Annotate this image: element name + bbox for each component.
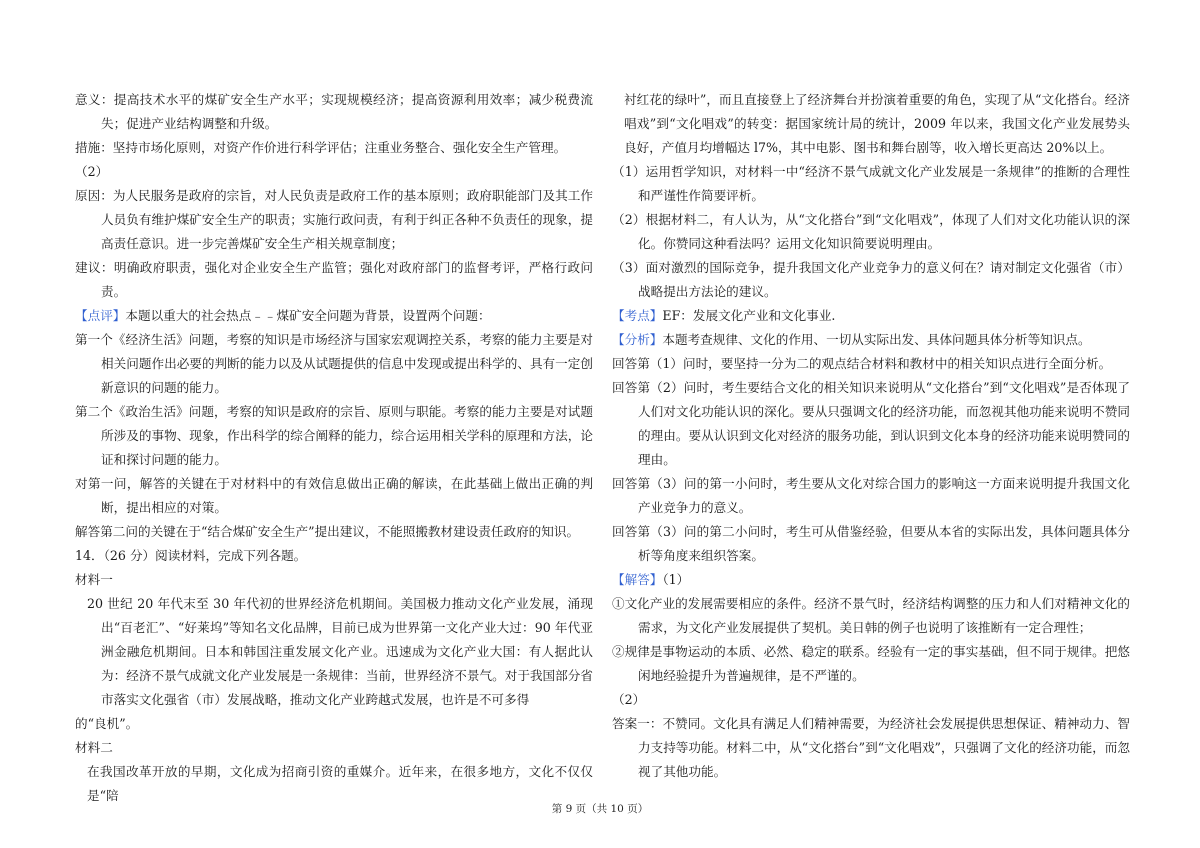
paragraph-text: 20 世纪 20 年代末至 30 年代初的世界经济危机期间。美国极力推动文化产业发展，涌现出“百老汇”、“好莱坞”等知名文化品牌，目前已成为世界第一文化产业大过：90 年代亚洲金融危机期间。日本和韩国注重发展文化产业。迅速成为文化产业大国：有人据此认为：经济不景气成就文化产业发展是一条规律：当前，世界经济不景气。对于我国部分省市落实文化强省（市）发展战略，推动文化产业跨越式发展，也许是不可多得 (87, 596, 593, 707)
paragraph-text: EF：发展文化产业和文化事业. (662, 308, 836, 323)
paragraph (75, 184, 593, 256)
paragraph (75, 712, 593, 736)
section-tag: 【考点】 (612, 308, 663, 323)
paragraph (612, 640, 1130, 688)
paragraph (75, 544, 593, 568)
paragraph-text: 回答第（2）问时，考生要结合文化的相关知识来说明从“文化搭台”到“文化唱戏”是否体现了人们对文化功能认识的深化。要从只强调文化的经济功能，而忽视其他功能来说明不赞同的理由。要从认识到文化对经济的服务功能，到认识到文化本身的经济功能来说明赞同的理由。 (612, 380, 1130, 467)
paragraph-text: （2） (612, 692, 646, 707)
paragraph (612, 328, 1130, 352)
paragraph-text: 第二个《政治生活》问题，考察的知识是政府的宗旨、原则与职能。考察的能力主要是对试题所涉及的事物、现象，作出科学的综合阐释的能力，综合运用相关学科的原理和方法，论证和探讨问题的能力。 (75, 404, 593, 467)
paragraph (75, 160, 593, 184)
paragraph-text: 答案一：不赞同。文化具有满足人们精神需要，为经济社会发展提供思想保证、精神动力、智力支持等功能。材料二中，从“文化搭台”到“文化唱戏”，只强调了文化的经济功能，而忽视了其他功能。 (612, 716, 1130, 779)
paragraph-text: ①文化产业的发展需要相应的条件。经济不景气时，经济结构调整的压力和人们对精神文化的需求，为文化产业发展提供了契机。美日韩的例子也说明了该推断有一定合理性； (612, 596, 1130, 635)
paragraph (612, 304, 1130, 328)
paragraph-text: 材料一 (75, 572, 113, 587)
paragraph-text: 建议：明确政府职责，强化对企业安全生产监管；强化对政府部门的监督考评，严格行政问责。 (75, 260, 593, 299)
paragraph (612, 712, 1130, 784)
paragraph (75, 520, 593, 544)
paragraph-text: 回答第（3）问的第一小问时，考生要从文化对综合国力的影响这一方面来说明提升我国文化产业竞争力的意义。 (612, 476, 1130, 515)
paragraph (612, 568, 1130, 592)
paragraph-text: 解答第二问的关键在于“结合煤矿安全生产”提出建议，不能照搬教材建设责任政府的知识。 (75, 524, 580, 539)
paragraph (612, 256, 1130, 304)
paragraph-text: 回答第（3）问的第二小问时，考生可从借鉴经验，但要从本省的实际出发，具体问题具体分析等角度来组织答案。 (612, 524, 1130, 563)
paragraph (612, 160, 1130, 208)
paragraph (75, 736, 593, 760)
paragraph-text: （1） (662, 572, 690, 587)
paragraph-text: 原因：为人民服务是政府的宗旨，对人民负责是政府工作的基本原则；政府职能部门及其工作人员负有维护煤矿安全生产的职责；实施行政问责，有利于纠正各种不负责任的现象，提高责任意识。进一步完善煤矿安全生产相关规章制度； (75, 188, 593, 251)
paragraph-text: 材料二 (75, 740, 113, 755)
paragraph (612, 208, 1130, 256)
paragraph-text: 对第一问，解答的关键在于对材料中的有效信息做出正确的解读，在此基础上做出正确的判断，提出相应的对策。 (75, 476, 593, 515)
section-tag: 【解答】 (612, 572, 663, 587)
paragraph-text: （3）面对激烈的国际竞争，提升我国文化产业竞争力的意义何在？请对制定文化强省（市）战略提出方法论的建议。 (612, 260, 1130, 299)
paragraph (612, 472, 1130, 520)
paragraph (612, 352, 1130, 376)
paragraph (612, 592, 1130, 640)
paragraph-text: 第一个《经济生活》问题，考察的知识是市场经济与国家宏观调控关系，考察的能力主要是对相关问题作出必要的判断的能力以及从试题提供的信息中发现或提出科学的、具有一定创新意识的问题的能力。 (75, 332, 593, 395)
paragraph (75, 304, 593, 328)
paragraph (75, 88, 593, 136)
paragraph (612, 88, 1130, 160)
paragraph-text: 的“良机”。 (75, 716, 139, 731)
paragraph-text: （2） (75, 164, 109, 179)
paragraph (612, 688, 1130, 712)
paragraph-text: 衬红花的绿叶”，而且直接登上了经济舞台并扮演着重要的角色，实现了从“文化搭台。经济唱戏”到“文化唱戏”的转变：据国家统计局的统计，2009 年以来，我国文化产业发展势头良好，产值月均增幅达 l7%，其中电影、图书和舞台剧等，收入增长更高达 20%以上。 (624, 92, 1130, 155)
left-column (75, 88, 593, 808)
paragraph-text: 在我国改革开放的早期，文化成为招商引资的重媒介。近年来，在很多地方，文化不仅仅是“陪 (87, 764, 593, 803)
paragraph-text: 本题以重大的社会热点﹣﹣煤矿安全问题为背景，设置两个问题： (125, 308, 491, 323)
paragraph-text: （2）根据材料二，有人认为，从“文化搭台”到“文化唱戏”，体现了人们对文化功能认识的深化。你赞同这种看法吗？运用文化知识简要说明理由。 (612, 212, 1130, 251)
paragraph (612, 520, 1130, 568)
paragraph (75, 568, 593, 592)
right-column (612, 88, 1130, 784)
paragraph-text: 意义：提高技术水平的煤矿安全生产水平；实现规模经济；提高资源利用效率；减少税费流失；促进产业结构调整和升级。 (75, 92, 593, 131)
paragraph (75, 328, 593, 400)
section-tag: 【点评】 (75, 308, 126, 323)
paragraph-text: 本题考查规律、文化的作用、一切从实际出发、具体问题具体分析等知识点。 (662, 332, 1091, 347)
paragraph (75, 472, 593, 520)
paragraph-text: 措施：坚持市场化原则，对资产作价进行科学评估；注重业务整合、强化安全生产管理。 (75, 140, 567, 155)
paragraph (75, 592, 593, 712)
paragraph-text: ②规律是事物运动的本质、必然、稳定的联系。经验有一定的事实基础，但不同于规律。把悠闲地经验提升为普遍规律，是不严谨的。 (612, 644, 1130, 683)
paragraph-text: （1）运用哲学知识，对材料一中“经济不景气成就文化产业发展是一条规律”的推断的合理性和严谨性作简要评析。 (612, 164, 1130, 203)
paragraph (75, 136, 593, 160)
paragraph (75, 256, 593, 304)
page-footer: 第 9 页（共 10 页） (551, 803, 649, 815)
paragraph-text: 14．（26 分）阅读材料，完成下列各题。 (75, 548, 307, 563)
paragraph-text: 回答第（1）问时，要坚持一分为二的观点结合材料和教材中的相关知识点进行全面分析。 (612, 356, 1112, 371)
paragraph (612, 376, 1130, 472)
paragraph (75, 400, 593, 472)
section-tag: 【分析】 (612, 332, 663, 347)
